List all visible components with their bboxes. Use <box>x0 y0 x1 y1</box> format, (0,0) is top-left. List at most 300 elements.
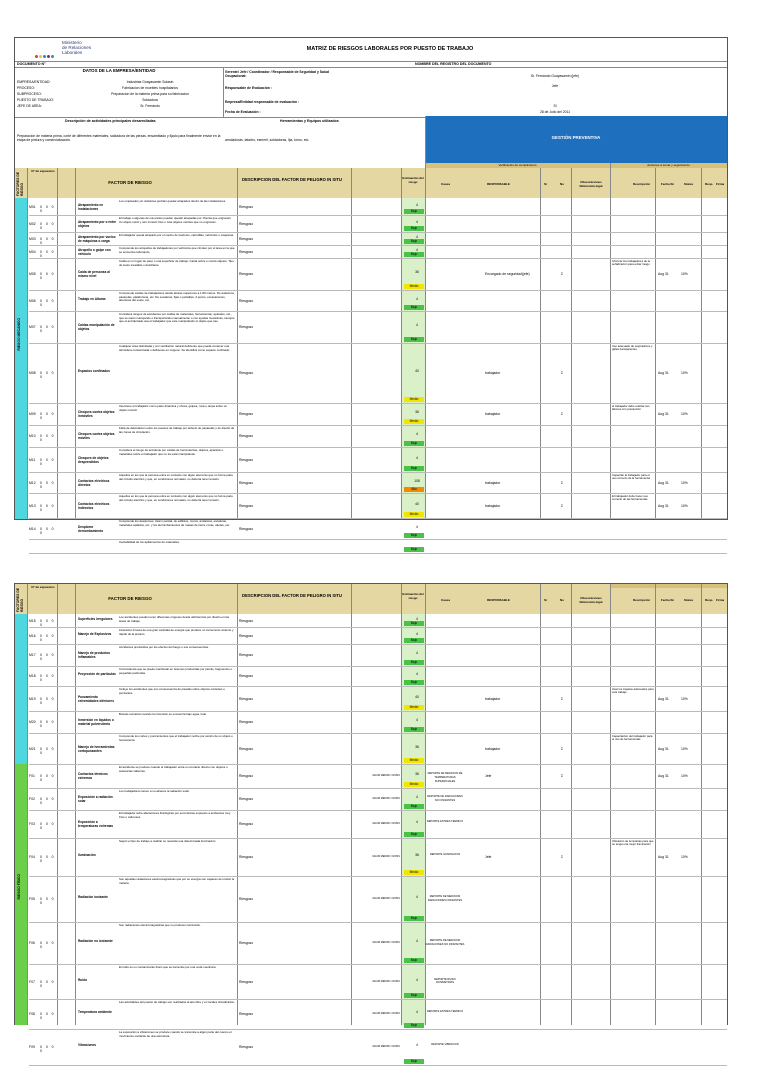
actividades-text: Preparación de materia prima, corte de diferentes materiales, soldadura de las piezas, ensamblado y lijado para finalmente enviar en la etapa de pintura y comercialización. <box>17 134 221 142</box>
medicion-report: REPORTE DE MEDICIÓN RADIACIONES NO IONIZANTES <box>425 939 465 946</box>
accion-descripcion: Capacitar al trabajador para el uso correcto de la herramienta <box>612 474 650 481</box>
risk-type: Riesgoso <box>239 526 254 531</box>
verificacion-band: Verificación de cumplimiento <box>425 163 610 168</box>
valor-medido: VALOR MEDIDO / DOSIS <box>372 1045 400 1048</box>
status: 10% <box>681 696 688 701</box>
herramientas-title: Herramientas y Equipos utilizados <box>280 119 339 123</box>
factores-label-2: FACTORES DE RIESGO <box>16 587 24 612</box>
risk-description: Cualquier área delimitada y con ventilación natural deficiente que pueda contener una atmósfera contaminada o deficiente en oxígeno. Se identifica como espacio confinado. <box>119 345 231 352</box>
col-descripcion-2: DESCRIPCIÓN DEL FACTOR DE PELIGRO IN SITU <box>242 594 342 598</box>
risk-code: M10 <box>29 434 36 438</box>
risk-level-badge: Bajo <box>404 993 424 998</box>
risk-level-badge: Medio <box>404 782 424 787</box>
risk-code: M16 <box>29 633 36 638</box>
responsable: trabajador <box>485 412 501 416</box>
risk-description: La exposición a vibraciones se produce cuando se transmite a algún parte del cuerpo el movimiento oscilante de una estructura. <box>119 1031 232 1038</box>
col-factor-riesgo-2: FACTOR DE RIESGO <box>108 597 152 601</box>
valor-medido: VALOR MEDIDO / DOSIS <box>372 855 400 858</box>
fecha-fin: Aug 31 <box>658 503 669 508</box>
risk-factor-name: Atrapamiento por o entre objetos <box>78 219 117 228</box>
gestion-preventiva-band <box>425 116 727 163</box>
risk-factor-name: Espacios confinados <box>78 369 110 373</box>
risk-factor-name: Manejo de productos inflamables <box>78 651 111 659</box>
risk-level-badge: Bajo <box>404 1023 424 1028</box>
matrix-sheet-page-1 <box>14 37 728 551</box>
risk-value: 108 <box>414 478 420 483</box>
row-divider <box>29 964 727 965</box>
col-descripcion2: Descripción <box>633 182 651 186</box>
risk-code: M07 <box>29 325 36 329</box>
verification-check[interactable]: Σ <box>560 696 564 701</box>
risk-code: M21 <box>29 746 36 751</box>
risk-code: F02 <box>29 797 35 801</box>
risk-level-badge: Bajo <box>404 209 424 214</box>
risk-description: Caída en un lugar de paso o una superficie de trabajo. Caída sobre o contra objetos. Tipo de suelo inestable o deslizante. <box>119 260 234 267</box>
risk-description: Según el tipo de trabajo a realizar se necesita una determinada iluminación. <box>119 840 217 843</box>
risk-code: F09 <box>29 1045 35 1049</box>
risk-level-badge: Bajo <box>404 252 424 257</box>
risk-factor-name: Caída de personas al mismo nivel <box>78 270 110 278</box>
risk-description: Falta de delimitación entre los puestos de trabajo por defecto de pasarelas y de diseño de las zonas de circulación. <box>119 427 235 434</box>
proceso-label: PROCESO: <box>17 86 35 90</box>
exposed-counts: 0 0 0 0 <box>40 457 56 466</box>
accion-descripcion: Ubicación de luminarias para que se tenga una mejor iluminación <box>612 840 654 847</box>
row-divider <box>29 999 727 1000</box>
risk-value: 4 <box>416 296 418 301</box>
risk-level-badge: Medio <box>404 284 424 289</box>
verification-check[interactable]: Σ <box>560 774 564 778</box>
empresa-resp-value: Si <box>553 104 557 108</box>
risk-type: Riesgoso <box>239 633 254 638</box>
risk-value: 4 <box>416 247 418 252</box>
verification-check[interactable]: Σ <box>560 412 564 416</box>
risk-level-badge: Bajo <box>404 680 424 685</box>
risk-value: 36 <box>415 410 419 414</box>
row-divider <box>29 539 727 540</box>
medicion-report: REPORTE RUIDO DOSIMETRÍAS <box>434 977 456 985</box>
riesgo-mecanico-label: RIESGO MECANICO <box>17 318 21 351</box>
exposed-counts: 0 0 0 0 <box>40 897 56 905</box>
risk-factor-name: Atropello o golpe con vehículo <box>78 247 111 256</box>
risk-level-badge: Bajo <box>404 804 424 809</box>
risk-factor-name: Temperatura ambiente <box>78 1010 112 1014</box>
risk-code: M08 <box>29 371 36 375</box>
row-divider <box>29 403 727 404</box>
gerente-label: Gerente/ Jefe / Coordinador / Responsable de Seguridad y Salud Ocupacional: <box>225 70 330 78</box>
risk-type: Riesgoso <box>239 674 254 678</box>
row-divider <box>29 1029 727 1030</box>
risk-code: M01 <box>29 204 36 209</box>
risk-description: Comprende caídas de trabajadores desde alturas superiores a 1.80 metros. De andamios, pasarelas, plataformas, etc. De escaleras, fijas o portátiles. A pozos, excavaciones, aberturas del suelo, etc. <box>119 292 235 302</box>
valor-medido: VALOR MEDIDO / DOSIS <box>372 797 400 800</box>
col-fecha-2: Fecha fin <box>661 598 675 602</box>
medicion-report: REPORTE VIBRACIÓN <box>431 1043 459 1046</box>
col-si: Si <box>544 182 547 186</box>
row-divider <box>29 215 727 216</box>
verification-check[interactable]: Σ <box>560 746 564 751</box>
fecha-fin: Aug 31 <box>658 412 669 416</box>
risk-description: El trabajador queda atrapado por el vuelco de tractores, carretillas, vehículos o máquinas. <box>119 234 235 237</box>
responsable: Jefe <box>485 774 492 778</box>
accion-descripcion: el trabajador debe realizar sus labores con precaución <box>612 405 650 412</box>
risk-value: 4 <box>416 524 418 529</box>
risk-factor-name: Iluminación <box>78 853 96 857</box>
jefe-area-value: Sr. Fernando <box>140 104 160 108</box>
risk-factor-name: Radiación no ionizante <box>78 939 113 943</box>
risk-description: Comprende los cortes y punzamientos que el trabajador recibe por acción de un objeto o herramienta. <box>119 735 233 742</box>
risk-factor-name: Contactos eléctricos directos <box>78 478 110 487</box>
matrix-sheet-page-2 <box>14 583 728 1063</box>
row-divider <box>29 518 727 519</box>
risk-level-badge: Bajo <box>404 533 424 538</box>
risk-value: 4 <box>416 651 418 655</box>
risk-code: M19 <box>29 696 36 701</box>
risk-type: Riesgoso <box>239 272 254 276</box>
risk-level-badge: Medio <box>404 758 424 763</box>
risk-level-badge: Bajo <box>404 337 424 342</box>
risk-value: 4 <box>416 895 418 899</box>
risk-value: 4 <box>416 631 418 636</box>
col-responsable: RESPONSABLE <box>487 182 510 186</box>
risk-description: Circunstancia que se puede manifestar en lesiones producidas por piezas, fragmentos o pequeñas partículas. <box>119 668 233 675</box>
exposed-counts: 0 0 0 0 <box>40 855 56 863</box>
exposed-counts: 0 0 0 0 <box>40 941 56 949</box>
risk-value: 4 <box>416 939 418 943</box>
risk-factor-name: Ruido <box>78 977 88 982</box>
col-firma-2: Firma <box>716 598 725 602</box>
riesgo-fisico-band <box>15 764 27 1025</box>
fecha-fin: Aug 31 <box>658 480 669 485</box>
risk-factor-name: Atrapamiento por vuelco de máquinas o carga <box>78 234 116 243</box>
riesgo-mecanico-band <box>15 198 27 519</box>
risk-value: 40 <box>415 694 419 699</box>
status: 10% <box>681 855 688 859</box>
risk-description: Buscas sumarían cuando la inmersión se encuentra bajo agua, lodo. <box>119 713 207 716</box>
medicion-report: REPORTE ESTRÉS TÉRMICO <box>426 1010 464 1013</box>
risk-value: 4 <box>416 820 418 824</box>
risk-code: F07 <box>29 979 35 984</box>
risk-value: 40 <box>415 369 419 373</box>
risk-type: Riesgoso <box>239 457 254 462</box>
col-descripcion: DESCRIPCIÓN DEL FACTOR DE PELIGRO IN SITU <box>242 178 342 182</box>
fecha-fin: Aug 31 <box>658 696 669 701</box>
datos-empresa-title: DATOS DE LA EMPRESA/ENTIDAD <box>82 68 156 73</box>
matrix-title: MATRIZ DE RIESGOS LABORALES POR PUESTO DE TRABAJO <box>306 46 474 52</box>
verification-check[interactable]: Σ <box>560 371 564 375</box>
exposed-counts: 0 0 0 0 <box>40 774 56 782</box>
verification-check[interactable]: Σ <box>560 272 564 276</box>
col-estimacion: Estimación del riesgo <box>402 176 424 184</box>
medicion-report: REPORTE DE MEDICIÓN DE TEMPERATURAS SUPERFICIALES <box>427 772 463 783</box>
row-divider <box>29 311 727 312</box>
col-factor-riesgo: FACTOR DE RIESGO <box>108 181 152 185</box>
risk-factor-name: Manejo de Explosivos <box>78 631 112 636</box>
risk-code: M04 <box>29 249 36 254</box>
document-number-label: DOCUMENTO N° <box>17 62 46 66</box>
risk-level-badge: Medio <box>404 705 424 710</box>
row-divider <box>29 493 727 494</box>
risk-level-badge: Bajo <box>404 239 424 244</box>
risk-type: Riesgoso <box>239 720 254 724</box>
exposed-counts: 0 0 0 0 <box>40 633 56 642</box>
status: 10% <box>681 746 688 751</box>
risk-description: Aquellos en los que la persona entra en contacto con algún elemento que no forma parte del circuito eléctrico y que, en condiciones normales, no debería tener tensión. <box>119 474 233 481</box>
riesgo-fisico-label: RIESGO FÍSICO <box>17 874 21 900</box>
exposed-counts: 0 0 0 0 <box>40 674 56 682</box>
risk-type: Riesgoso <box>239 746 254 751</box>
col-firma: Firma <box>716 182 725 186</box>
logo-line-3: Laborales <box>62 49 83 55</box>
risk-type: Riesgoso <box>239 941 254 945</box>
exposed-counts: 0 0 0 0 <box>40 503 56 512</box>
empresa-resp-label: Empresa/Entidad responsable de evaluación : <box>225 100 300 104</box>
row-divider <box>29 232 727 233</box>
risk-description: Son radiaciones electromagnéticas que no producen ionización. <box>119 924 201 927</box>
verification-check[interactable]: Σ <box>560 503 564 508</box>
risk-level-badge: Medio <box>404 870 424 875</box>
risk-level-badge: Bajo <box>404 305 424 310</box>
valor-medido: VALOR MEDIDO / DOSIS <box>372 774 400 777</box>
risk-factor-name: Manejo de herramientas cortopunzantes <box>78 744 115 753</box>
exposed-counts: 0 0 0 0 <box>40 249 56 258</box>
status: 10% <box>681 480 688 485</box>
risk-factor-name: Choques contra objetos móviles <box>78 432 115 440</box>
risk-value: 4 <box>416 234 418 239</box>
risk-type: Riesgoso <box>239 204 254 209</box>
row-divider <box>29 922 727 923</box>
col-si-2: Si <box>544 598 547 602</box>
risk-type: Riesgoso <box>239 412 254 416</box>
risk-type: Riesgoso <box>239 696 254 701</box>
risk-level-badge: Medio <box>404 512 424 517</box>
risk-type: Riesgoso <box>239 855 254 859</box>
status: 10% <box>681 371 688 375</box>
logo-line-1: Ministerio <box>62 40 82 45</box>
responsable: trabajador <box>485 371 501 375</box>
row-divider <box>29 711 727 712</box>
risk-type: Riesgoso <box>239 371 254 375</box>
risk-code: M11 <box>29 457 36 462</box>
risk-level-badge: Bajo <box>404 441 424 446</box>
medicion-report: REPORTE ESTRÉS TÉRMICO <box>426 820 464 823</box>
risk-description: Liberación brusca de una gran cantidad de energía que produce un incremento violento y rápido de la presión. <box>119 629 234 636</box>
row-divider <box>29 788 727 789</box>
exposed-counts: 0 0 0 0 <box>40 371 56 379</box>
risk-value: 4 <box>416 795 418 799</box>
risk-type: Riesgoso <box>239 236 254 241</box>
risk-level-badge: Bajo <box>404 226 424 231</box>
risk-type: Riesgoso <box>239 774 254 778</box>
risk-code: M03 <box>29 236 36 241</box>
risk-type: Riesgoso <box>239 897 254 901</box>
risk-level-badge: Bajo <box>404 638 424 643</box>
risk-type: Riesgoso <box>239 325 254 329</box>
valor-medido: VALOR MEDIDO / DOSIS <box>372 979 400 983</box>
risk-code: M05 <box>29 272 36 276</box>
exposed-counts: 0 0 0 0 <box>40 1012 56 1020</box>
risk-code: F08 <box>29 1012 35 1016</box>
proceso-value: Fabricacion de muebles hospitalarios <box>122 86 178 90</box>
ministry-logo <box>35 41 95 57</box>
risk-value: 4 <box>416 718 418 722</box>
row-divider <box>29 553 727 554</box>
risk-level-badge: Bajo <box>404 547 424 552</box>
col-causa-2: Causa <box>441 598 451 602</box>
risk-type: Riesgoso <box>239 797 254 801</box>
risk-value: 4 <box>416 616 418 621</box>
row-divider <box>29 258 727 259</box>
risk-value: 36 <box>415 853 419 857</box>
col-resp: Resp. <box>705 182 714 186</box>
exposed-counts: 0 0 0 0 <box>40 236 56 245</box>
gestion-title: GESTIÓN PREVENTIVA <box>551 135 601 140</box>
medicion-report: REPORTE DE MEDICIÓN RADIACIONES IONIZANTES <box>427 895 463 902</box>
risk-description: Incluye los accidentes que son consecuencia de pisadas sobre objetos cortantes o punzantes. <box>119 688 225 695</box>
risk-type: Riesgoso <box>239 822 254 826</box>
risk-level-badge: Bajo <box>404 916 424 921</box>
fecha-fin: Aug 31 <box>658 774 669 778</box>
row-divider <box>29 290 727 291</box>
risk-code: M15 <box>29 618 36 623</box>
risk-type: Riesgoso <box>239 480 254 485</box>
risk-type: Riesgoso <box>239 298 254 303</box>
risk-factor-name: Desplome derrumbamiento <box>78 524 104 533</box>
risk-description: Considera el riesgo de accidente por caídas de herramientas, objetos, aparatos o materiales sobre el trabajador que no los está manipulando. <box>119 449 224 456</box>
exposed-counts: 0 0 0 0 <box>40 797 56 805</box>
exposed-counts: 0 0 0 0 <box>40 221 56 230</box>
risk-factor-name: Choques de objetos desprendidos <box>78 455 109 464</box>
risk-value: 4 <box>416 323 418 327</box>
status: 10% <box>681 503 688 508</box>
empresa-value: Industrias Guayasamin Solasin <box>126 80 174 84</box>
col-no-2: No <box>560 598 564 602</box>
risk-type: Riesgoso <box>239 434 254 438</box>
risk-value: 4 <box>416 202 418 207</box>
risk-code: F03 <box>29 822 35 826</box>
risk-code: M20 <box>29 720 36 724</box>
risk-code: M12 <box>29 480 36 485</box>
row-divider <box>29 733 727 734</box>
risk-code: F05 <box>29 897 35 901</box>
row-divider <box>29 876 727 877</box>
responsable: trabajador <box>485 480 501 485</box>
risk-level-badge: Bajo <box>404 621 424 626</box>
accion-descripcion: Usar los zapatos adecuados para este trabajo <box>612 688 654 695</box>
risk-type: Riesgoso <box>239 1012 254 1016</box>
subproceso-label: SUBPROCESO: <box>17 92 42 96</box>
risk-factor-name: Vibraciones <box>78 1043 97 1047</box>
verification-check[interactable]: Σ <box>560 480 564 485</box>
risk-value: 4 <box>416 672 418 676</box>
jefe-area-label: JEFE DE AREA: <box>17 104 42 108</box>
valor-medido: VALOR MEDIDO / DOSIS <box>372 941 400 944</box>
fecha-fin: Aug 31 <box>658 371 669 375</box>
risk-factor-name: Punzamiento extremidades inferiores <box>78 694 114 703</box>
risk-description: Los trabajadores tienen a su alcance la radiación solar. <box>119 790 190 793</box>
row-divider <box>29 810 727 811</box>
risk-factor-name: Radiación ionizante <box>78 895 108 899</box>
col-observaciones: Observaciones Referencia legal <box>579 180 603 188</box>
medicion-report: REPORTE ILUMINACIÓN <box>429 853 461 856</box>
risk-value: 4 <box>416 455 418 460</box>
valor-medido: VALOR MEDIDO / DOSIS <box>372 1012 400 1015</box>
risk-description: Interviene el trabajador como parte dinámica y choca, golpea, roza o raspa sobre un objeto inmóvil. <box>119 405 227 412</box>
row-divider <box>29 627 727 628</box>
col-descripcion2-2: Descripción <box>633 598 651 602</box>
responsable: trabajador <box>485 503 501 508</box>
exposed-counts: 0 0 0 0 <box>40 298 56 307</box>
riesgo-mecanico-band-2 <box>15 614 27 764</box>
factores-label: FACTORES DE RIESGO <box>16 171 24 196</box>
col-responsable-2: RESPONSABLE <box>487 598 510 602</box>
col-status: Status <box>684 182 694 186</box>
row-divider <box>29 343 727 344</box>
fecha-fin: Aug 31 <box>658 855 669 859</box>
fecha-fin: Aug 31 <box>658 746 669 751</box>
exposed-counts: 0 0 0 0 <box>40 1045 56 1053</box>
fecha-evaluacion-value: 28 de Julio del 2011 <box>539 110 571 114</box>
risk-description: Las actividades del puesto de trabajo son realizadas al aire libre y en locales climatizados. <box>119 1001 235 1004</box>
risk-factor-name: Superficies irregulares <box>78 616 113 621</box>
risk-type: Riesgoso <box>239 653 254 657</box>
col-resp-2: Resp. <box>705 598 714 602</box>
risk-factor-name: Caídas manipulación de objetos <box>78 323 115 331</box>
risk-description: Los empleados y/o visitantes podrían quedar atrapados dentro de las instalaciones. <box>119 200 227 203</box>
risk-level-badge: Bajo <box>404 466 424 471</box>
col-no: No <box>560 182 564 186</box>
seguimiento-band: Acciones a tomar y seguimiento <box>610 163 727 168</box>
herramientas-text: amoladoras, taladro, esmeril, soldadoras, lija, torno, etc. <box>225 138 310 142</box>
empresa-label: EMPRESA/ENTIDAD: <box>17 80 51 84</box>
puesto-label: PUESTO DE TRABAJO: <box>17 98 54 102</box>
responsable: Encargado de seguridad(jefe) <box>485 272 530 276</box>
exposed-counts: 0 0 0 0 <box>40 746 56 755</box>
risk-level-badge: Bajo <box>404 727 424 732</box>
accion-descripcion: Informar los trabajadores de la señalización para evitar riesgo <box>612 260 650 267</box>
risk-code: M09 <box>29 412 36 416</box>
accion-descripcion: El trabajador debe hacer uso correcto de las herramientas <box>612 495 648 502</box>
risk-description: El ruido es un contaminante físico que se transmite por una onda mecánica. <box>119 966 217 969</box>
valor-medido: VALOR MEDIDO / DOSIS <box>372 822 400 825</box>
risk-description: Comprende los desplomes, total o parcial, de edificios, muros, andamios, escaleras, materiales apilados, etc. y los derrumbamientos de masas de tierra, rocas, aludes, etc. <box>119 520 231 527</box>
risk-factor-name: Exposición a temperaturas extremas <box>78 820 114 828</box>
puesto-value: Soldadora <box>142 98 158 102</box>
risk-level-badge: Medio <box>404 397 424 402</box>
col-fecha: Fecha fin <box>661 182 675 186</box>
exposed-counts: 0 0 0 0 <box>40 696 56 705</box>
risk-factor-name: Atrapamiento en instalaciones <box>78 202 104 211</box>
col-estimacion-2: Estimación del riesgo <box>402 592 424 600</box>
risk-code: M18 <box>29 674 36 678</box>
exposed-counts: 0 0 0 0 <box>40 979 56 988</box>
risk-code: M17 <box>29 653 36 657</box>
risk-description: Accidentes producidos por los efectos del fuego o sus consecuencias. <box>119 646 209 649</box>
row-divider <box>29 666 727 667</box>
risk-description: El accidente se produce cuando el trabajador entra en contacto directo con objetos o sustancias calientes. <box>119 766 228 773</box>
risk-type: Riesgoso <box>239 503 254 508</box>
verification-check[interactable]: Σ <box>560 855 564 859</box>
responsable: trabajador <box>485 746 501 751</box>
risk-value: 4 <box>416 977 418 982</box>
risk-value: 4 <box>416 219 418 224</box>
risk-code: M13 <box>29 503 36 508</box>
exposed-counts: 0 0 0 0 <box>40 412 56 420</box>
col-causa: Causa <box>441 182 451 186</box>
exposed-counts: 0 0 0 0 <box>40 480 56 489</box>
risk-level-badge: Bajo <box>404 1059 424 1064</box>
risk-type: Riesgoso <box>239 249 254 254</box>
exposed-counts: 0 0 0 0 <box>40 434 56 442</box>
